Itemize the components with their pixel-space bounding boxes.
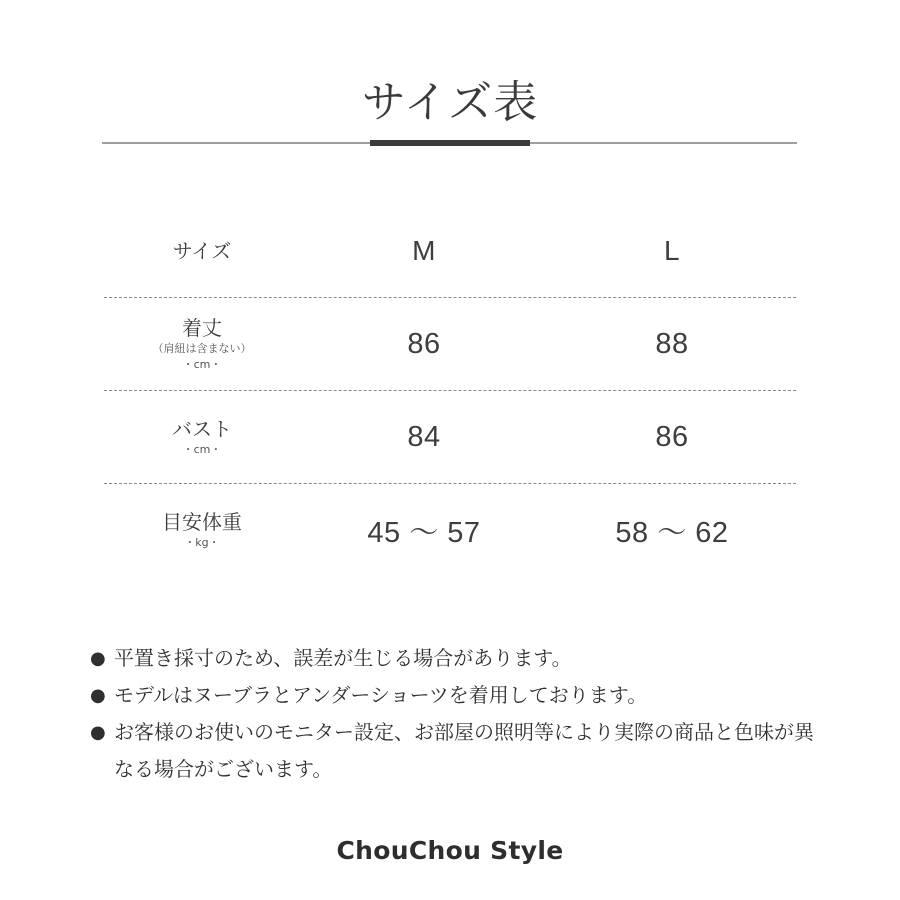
row-label: 目安体重 — [162, 510, 242, 534]
value-l: 88 — [655, 327, 689, 360]
table-row-bust — [104, 390, 796, 483]
value-l: 58 〜 62 — [615, 516, 729, 549]
row-label: 着丈 — [182, 316, 222, 340]
note-text: モデルはヌーブラとアンダーショーツを着用しております。 — [114, 683, 648, 707]
value-m: 45 〜 57 — [367, 516, 481, 549]
value-m: 84 — [407, 420, 441, 453]
value-l: 86 — [655, 420, 689, 453]
size-table — [104, 205, 796, 576]
list-item — [90, 714, 830, 788]
page-title: サイズ表 — [361, 77, 539, 128]
note-text: 平置き採寸のため、誤差が生じる場合があります。 — [114, 646, 572, 670]
row-note: （肩紐は含まない） — [152, 342, 252, 355]
bullet-icon: ● — [90, 685, 106, 706]
row-unit: ・cm・ — [182, 358, 222, 371]
header-label: サイズ — [172, 239, 232, 263]
note-text: お客様のお使いのモニター設定、お部屋の照明等により実際の商品と色味が異なる場合がございます。 — [114, 720, 814, 781]
header-size-l: L — [663, 235, 681, 266]
table-row-length — [104, 297, 796, 390]
row-unit: ・cm・ — [182, 443, 222, 456]
notes-list — [90, 640, 830, 788]
list-item — [90, 677, 830, 714]
brand-logo: ChouChou Style — [336, 836, 564, 865]
row-label: バスト — [172, 417, 232, 441]
bullet-icon: ● — [90, 648, 106, 669]
bullet-icon: ● — [90, 722, 106, 743]
row-unit: ・kg・ — [184, 536, 220, 549]
table-row-weight — [104, 483, 796, 576]
title-divider-accent — [370, 140, 530, 146]
table-header-row — [104, 205, 796, 297]
value-m: 86 — [407, 327, 441, 360]
list-item — [90, 640, 830, 677]
header-size-m: M — [412, 235, 436, 266]
